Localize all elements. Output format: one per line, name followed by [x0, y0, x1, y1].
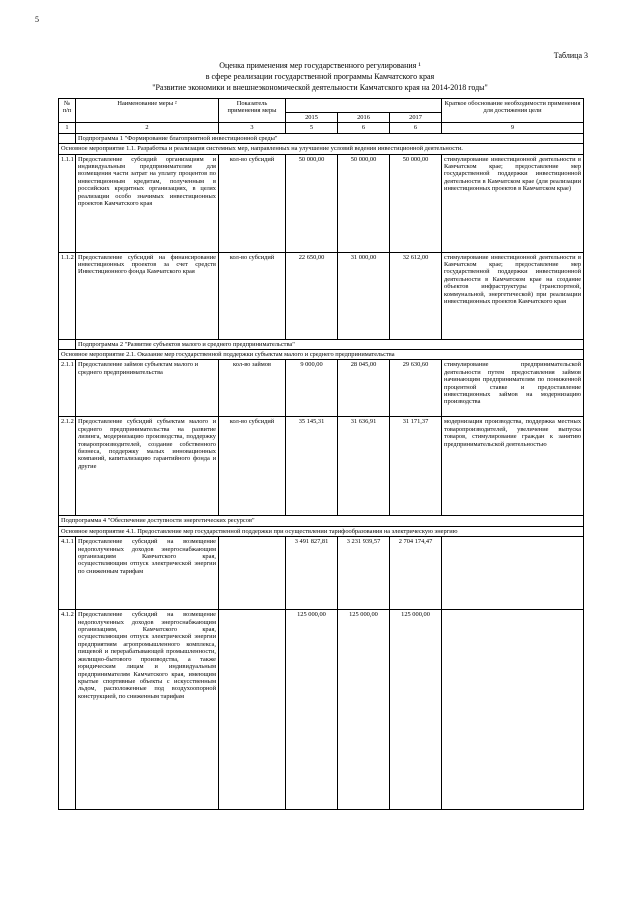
indicator: [219, 610, 286, 810]
value-2016: 31 636,91: [338, 417, 390, 516]
measure-name: Предоставление субсидий субъектам малого и среднего предпринимательства на развитие лизинга, модернизацию производства, поддержку товаропроизводителей, создание собственного бизнеса, поддержку малых инновационных компаний, капитализацию гарантийного фонда и другие: [76, 417, 219, 516]
value-2017: 29 630,60: [390, 360, 442, 417]
value-2015: 35 145,31: [286, 417, 338, 516]
value-2016: 125 000,00: [338, 610, 390, 810]
regulation-table: [58, 98, 584, 810]
column-number: 5: [286, 123, 338, 133]
table-row: [59, 537, 584, 610]
rationale: стимулирование инвестиционной деятельности в Камчатском крае; предоставление мер государственной поддержки инвестиционной деятельности в Камчатском крае (для реализации инвестиционных проектов в Камчатском крае): [442, 154, 584, 252]
heading-line-3: "Развитие экономики и внешнеэкономической деятельности Камчатского края на 2014-2018 годы": [152, 83, 488, 92]
indicator: кол-во займов: [219, 360, 286, 417]
rationale: модернизация производства, поддержка местных товаропроизводителей, увеличение выпуска товаров, стимулирование граждан к занятию предпринимательской деятельностью: [442, 417, 584, 516]
rationale: [442, 537, 584, 610]
spacer-cell: [59, 339, 76, 349]
document-heading: [150, 60, 490, 93]
column-number: 2: [76, 123, 219, 133]
table-row: [59, 154, 584, 252]
value-2015: 3 491 827,81: [286, 537, 338, 610]
row-number: 4.1.2: [59, 610, 76, 810]
indicator: кол-во субсидий: [219, 154, 286, 252]
row-number: 1.1.1: [59, 154, 76, 252]
page-mark: 5: [35, 15, 39, 24]
measure-name: Предоставление займов субъектам малого и среднего предпринимательства: [76, 360, 219, 417]
value-2016: 50 000,00: [338, 154, 390, 252]
row-number: 4.1.1: [59, 537, 76, 610]
header-year-2015: 2015: [286, 113, 338, 123]
indicator: [219, 537, 286, 610]
value-2015: 22 650,00: [286, 252, 338, 339]
column-numbers-row: [59, 123, 584, 133]
value-2015: 9 000,00: [286, 360, 338, 417]
indicator: кол-во субсидий: [219, 252, 286, 339]
subprogram-4-event: Основное мероприятие 4.1. Предоставление мер государственной поддержки при осуществлении тарифообразования на электрическую энергию: [59, 526, 584, 536]
row-number: 2.1.2: [59, 417, 76, 516]
header-year-2017: 2017: [390, 113, 442, 123]
header-years-group: [286, 99, 442, 113]
column-number: 1: [59, 123, 76, 133]
header-indicator: Показатель применения меры: [219, 99, 286, 123]
subprogram-2-event: Основное мероприятие 2.1. Оказание мер государственной поддержки субъектам малого и среднего предпринимательства: [59, 350, 584, 360]
header-year-2016: 2016: [338, 113, 390, 123]
header-no: № п/п: [59, 99, 76, 123]
rationale: [442, 610, 584, 810]
row-number: 1.1.2: [59, 252, 76, 339]
spacer-cell: [59, 133, 76, 143]
subprogram-4-title: Подпрограмма 4 "Обеспечение доступности энергетических ресурсов": [59, 516, 584, 526]
table-label: Таблица 3: [553, 51, 588, 60]
table-row: [59, 417, 584, 516]
table-row: [59, 360, 584, 417]
value-2017: 50 000,00: [390, 154, 442, 252]
header-rationale: Краткое обоснование необходимости применения для достижения цели: [442, 99, 584, 123]
subprogram-1-event: Основное мероприятие 1.1. Разработка и реализация системных мер, направленных на улучшение условий ведения инвестиционной деятельности.: [59, 144, 584, 154]
measure-name: Предоставление субсидий организациям и индивидуальным предпринимателям для возмещения части затрат на уплату процентов по инвестиционным кредитам, полученным в российских кредитных организациях, в целях реализации особо значимых инвестиционных проектов Камчатского края: [76, 154, 219, 252]
heading-line-2: в сфере реализации государственной программы Камчатского края: [205, 72, 435, 81]
measure-name: Предоставление субсидий на финансирование инвестиционных проектов за счет средств Инвестиционного фонда Камчатского края: [76, 252, 219, 339]
column-number: 6: [390, 123, 442, 133]
value-2015: 50 000,00: [286, 154, 338, 252]
value-2015: 125 000,00: [286, 610, 338, 810]
value-2017: 31 171,37: [390, 417, 442, 516]
header-name: Наименование меры ²: [76, 99, 219, 123]
value-2016: 28 045,00: [338, 360, 390, 417]
column-number: 3: [219, 123, 286, 133]
subprogram-1-title: Подпрограмма 1 "Формирование благоприятной инвестиционной среды": [76, 133, 584, 143]
measure-name: Предоставление субсидий на возмещение недополученных доходов энергоснабжающим организациям Камчатского края, осуществляющим отпуск электрической энергии по сниженным тарифам: [76, 537, 219, 610]
table-row: [59, 610, 584, 810]
heading-line-1: Оценка применения мер государственного регулирования ¹: [219, 61, 421, 70]
rationale: стимулирование предпринимательской деятельности путем предоставления займов начинающим предпринимателям по пониженной процентной ставке и предоставление инвестиционных займов на модернизацию производства: [442, 360, 584, 417]
table-row: [59, 252, 584, 339]
value-2016: 3 231 939,57: [338, 537, 390, 610]
value-2017: 125 000,00: [390, 610, 442, 810]
column-number: 6: [338, 123, 390, 133]
value-2017: 32 612,00: [390, 252, 442, 339]
value-2016: 31 000,00: [338, 252, 390, 339]
value-2017: 2 704 174,47: [390, 537, 442, 610]
row-number: 2.1.1: [59, 360, 76, 417]
rationale: стимулирование инвестиционной деятельности в Камчатском крае; предоставление мер государственной поддержки инвестиционной деятельности в Камчатском крае на создание объектов инфраструктуры (транспортной, коммунальной, энергетической) при реализации инвестиционных проектов Камчатского края: [442, 252, 584, 339]
indicator: кол-во субсидий: [219, 417, 286, 516]
measure-name: Предоставление субсидий на возмещение недополученных доходов энергоснабжающим организациям, Камчатского края, осуществляющим отпуск электрической энергии предприятиям агропромышленного комплекса, пищевой и перерабатывающей промышленности, жилищно-бытового производства, а также юридическим лицам и индивидуальным предпринимателям Камчатского края, имеющим крытые спортивные объекты с искусственным льдом, расположенные под воздухоопорной конструкцией, по сниженным тарифам: [76, 610, 219, 810]
subprogram-2-title: Подпрограмма 2 "Развитие субъектов малого и среднего предпринимательства": [76, 339, 584, 349]
column-number: 9: [442, 123, 584, 133]
